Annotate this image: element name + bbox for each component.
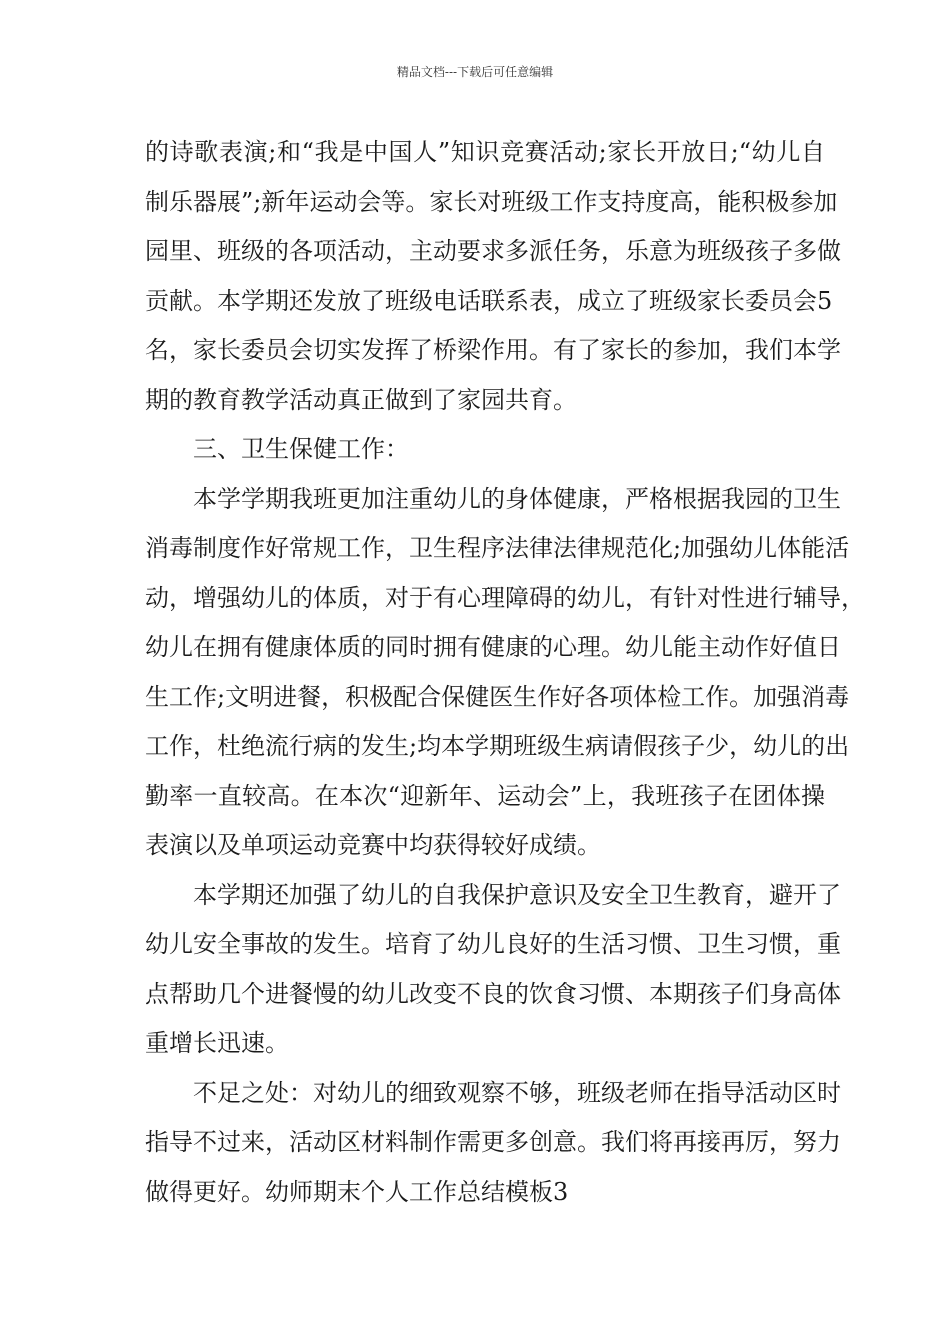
text-line: 期的教育教学活动真正做到了家园共育。	[145, 385, 577, 414]
text-line: 园里、班级的各项活动，主动要求多派任务，乐意为班级孩子多做	[145, 237, 841, 265]
text-line: 指导不过来，活动区材料制作需更多创意。我们将再接再厉，努力	[145, 1128, 841, 1156]
text-line: 幼儿在拥有健康体质的同时拥有健康的心理。幼儿能主动作好值日	[145, 633, 841, 661]
text-line: 点帮助几个进餐慢的幼儿改变不良的饮食习惯、本期孩子们身高体	[145, 979, 841, 1008]
text-line: 贡献。本学期还发放了班级电话联系表，成立了班级家长委员会5	[145, 286, 833, 315]
text-line: 幼儿安全事故的发生。培育了幼儿良好的生活习惯、卫生习惯，重	[145, 930, 841, 958]
text-line: 动，增强幼儿的体质，对于有心理障碍的幼儿，有针对性进行辅导，	[145, 583, 865, 612]
text-line: 表演以及单项运动竞赛中均获得较好成绩。	[145, 831, 601, 859]
section-heading-text: 三、卫生保健工作：	[193, 435, 409, 463]
text-line: 做得更好。幼师期末个人工作总结模板3	[145, 1177, 569, 1206]
paragraph-health-care	[145, 475, 865, 871]
page-header: 精品文档---下载后可任意编辑	[396, 65, 554, 79]
text-line: 工作，杜绝流行病的发生;均本学期班级生病请假孩子少，幼儿的出	[145, 732, 850, 760]
text-line: 生工作;文明进餐，积极配合保健医生作好各项体检工作。加强消毒	[145, 682, 850, 711]
text-line: 重增长迅速。	[145, 1029, 289, 1057]
paragraph-parent-activities	[145, 128, 841, 425]
text-line: 本学期还加强了幼儿的自我保护意识及安全卫生教育，避开了	[193, 880, 841, 909]
paragraph-safety-education	[145, 871, 841, 1069]
text-line: 名，家长委员会切实发挥了桥梁作用。有了家长的参加，我们本学	[145, 336, 841, 364]
text-line: 勤率一直较高。在本次“迎新年、运动会”上，我班孩子在团体操	[145, 781, 825, 810]
section-heading-health	[145, 425, 825, 475]
text-line: 的诗歌表演;和“我是中国人”知识竞赛活动;家长开放日;“幼儿自	[145, 138, 825, 166]
paragraph-shortcomings	[145, 1069, 841, 1218]
text-line: 消毒制度作好常规工作，卫生程序法律法律规范化;加强幼儿体能活	[145, 534, 850, 562]
document-body	[145, 128, 865, 1217]
text-line: 不足之处：对幼儿的细致观察不够，班级老师在指导活动区时	[193, 1078, 841, 1107]
text-line: 制乐器展”;新年运动会等。家长对班级工作支持度高，能积极参加	[145, 187, 838, 216]
text-line: 本学学期我班更加注重幼儿的身体健康，严格根据我园的卫生	[193, 484, 841, 513]
